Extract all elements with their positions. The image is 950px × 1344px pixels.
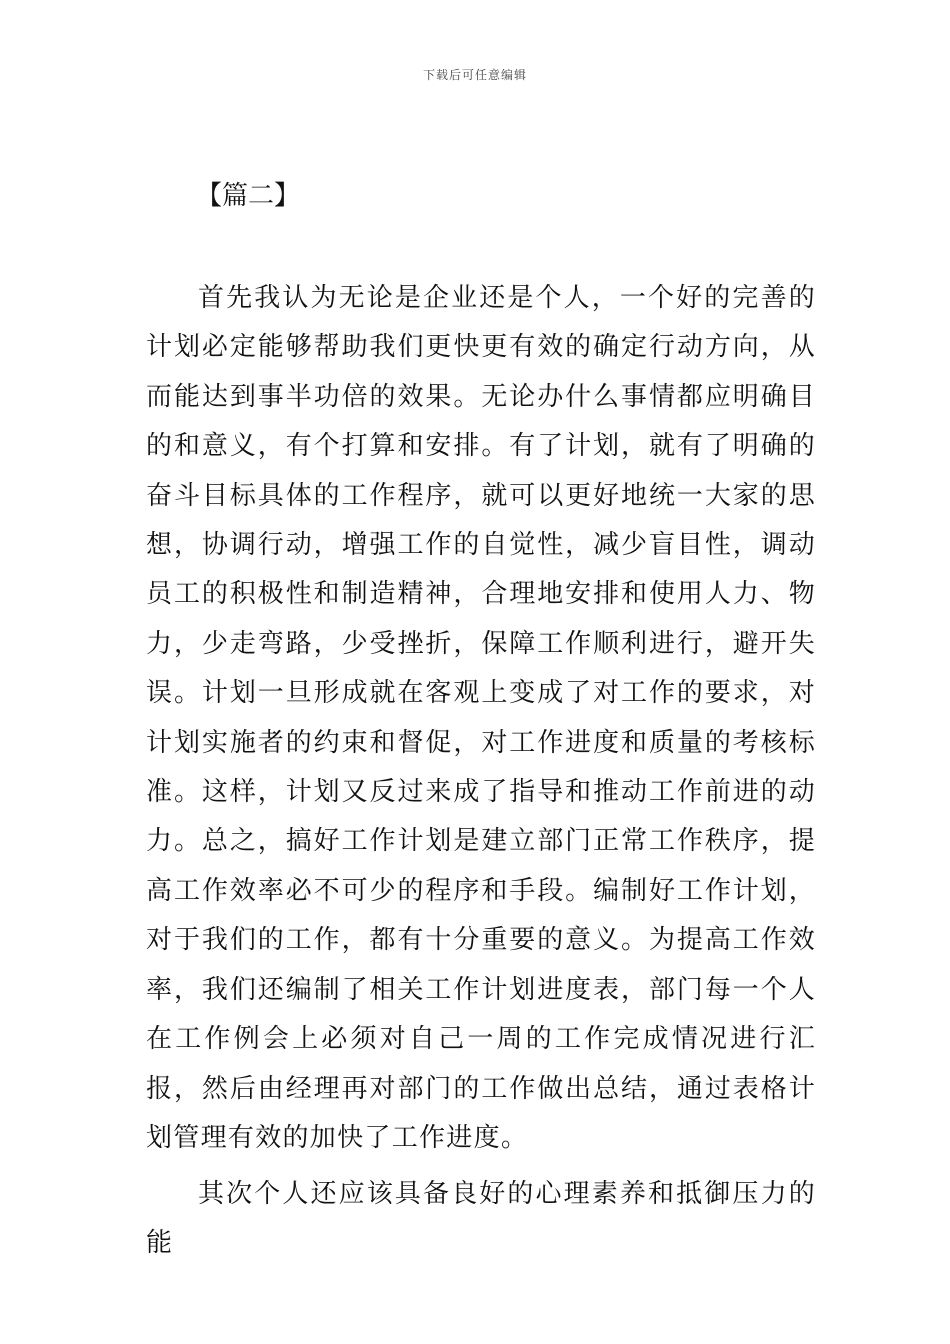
body-paragraph: 首先我认为无论是企业还是个人，一个好的完善的计划必定能够帮助我们更快更有效的确定行动方向，从而能达到事半功倍的效果。无论办什么事情都应明确目的和意义，有个打算和安排。有了计划，就有了明确的奋斗目标具体的工作程序，就可以更好地统一大家的思想，协调行动，增强工作的自觉性，减少盲目性，调动员工的积极性和制造精神，合理地安排和使用人力、物力，少走弯路，少受挫折，保障工作顺利进行，避开失误。计划一旦形成就在客观上变成了对工作的要求，对计划实施者的约束和督促，对工作进度和质量的考核标准。这样，计划又反过来成了指导和推动工作前进的动力。总之，搞好工作计划是建立部门正常工作秩序，提高工作效率必不可少的程序和手段。编制好工作计划，对于我们的工作，都有十分重要的意义。为提高工作效率，我们还编制了相关工作计划进度表，部门每一个人在工作例会上必须对自己一周的工作完成情况进行汇报，然后由经理再对部门的工作做出总结，通过表格计划管理有效的加快了工作进度。 [146, 283, 816, 1153]
section-heading: 【篇二】 [196, 181, 301, 211]
page-header: 下载后可任意编辑 [422, 68, 527, 82]
body-paragraph: 其次个人还应该具备良好的心理素养和抵御压力的能 [146, 1179, 816, 1259]
